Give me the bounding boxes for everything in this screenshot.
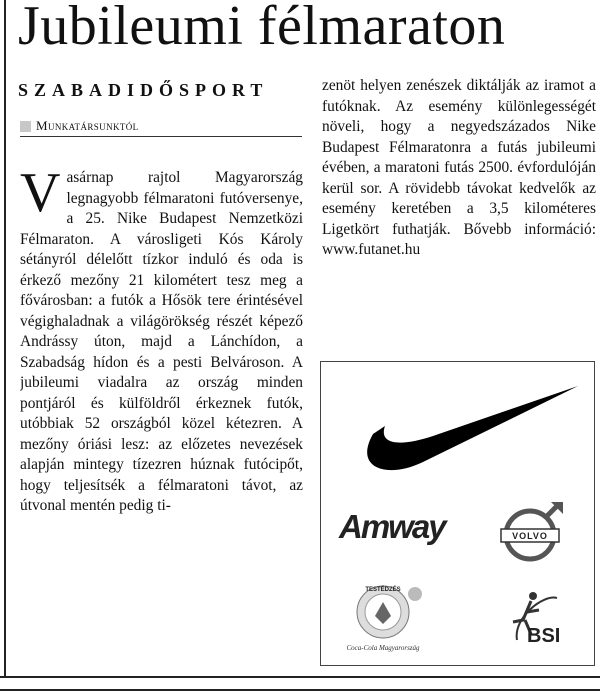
byline bbox=[20, 118, 302, 137]
bsi-logo bbox=[503, 588, 567, 650]
byline-square-icon bbox=[20, 121, 31, 132]
left-border bbox=[4, 0, 6, 676]
bottom-rule-2 bbox=[0, 689, 600, 691]
bottom-rule-1 bbox=[0, 676, 600, 678]
byline-text: Munkatársunktól bbox=[36, 118, 139, 133]
section-kicker: SZABADIDŐSPORT bbox=[18, 80, 269, 100]
sponsor-logos-box bbox=[320, 361, 595, 666]
column-1-text: asárnap rajtol Magyarország legnagyobb félmaratoni futóversenye, a 25. Nike Budapest Nemzetközi Félmaraton. A városligeti Kós Károly sétányról délelőtt tízkor induló és oda is érkező mezőny 21 kilométert tesz meg a fővárosban: a futók a Hősök tere érintésével végighaladnak a világörökség részét képező Andrássy úton, majd a Lánchídon, a Szabadság hídon és a pesti Belvároson. A jubileumi viadalra az ország minden pontjáról és külföldről érkeznek futók, utóbbiak 52 országból közel kétezren. A mezőny óriási lesz: az előzetes nevezések alapján mintegy tízezren húznak futócipőt, hogy teljesítsék a félmaratoni távot, az útvonal mentén pedig ti- bbox=[20, 169, 303, 514]
coke-badge-text: TESTÉDZÉS bbox=[365, 587, 401, 593]
column-2-text: zenöt helyen zenészek diktálják az iramot a futóknak. Az esemény különlegességét növeli, hogy a negyedszázados Nike Budapest Félmaratonra a futás jubileumi évében, a maratoni futás 2500. évfordulóján kerül sor. A rövidebb távokat kedvelők az esemény keretében a 3,5 kilométeres Ligetkört futhatják. Bővebb információ: www.futanet.hu bbox=[322, 77, 596, 258]
bsi-wordmark: BSI bbox=[527, 625, 561, 647]
volvo-logo bbox=[497, 498, 567, 568]
coke-sub-text: Coca-Cola Magyarország bbox=[346, 644, 420, 652]
volvo-wordmark: VOLVO bbox=[512, 531, 548, 541]
article-headline: Jubileumi félmaraton bbox=[18, 0, 506, 57]
drop-cap: V bbox=[20, 168, 61, 224]
article-column-1 bbox=[20, 168, 303, 668]
coca-cola-testedzes-logo bbox=[345, 576, 435, 656]
amway-logo: Amway bbox=[339, 508, 445, 545]
article-column-2 bbox=[322, 76, 596, 346]
nike-swoosh-logo bbox=[333, 374, 583, 474]
